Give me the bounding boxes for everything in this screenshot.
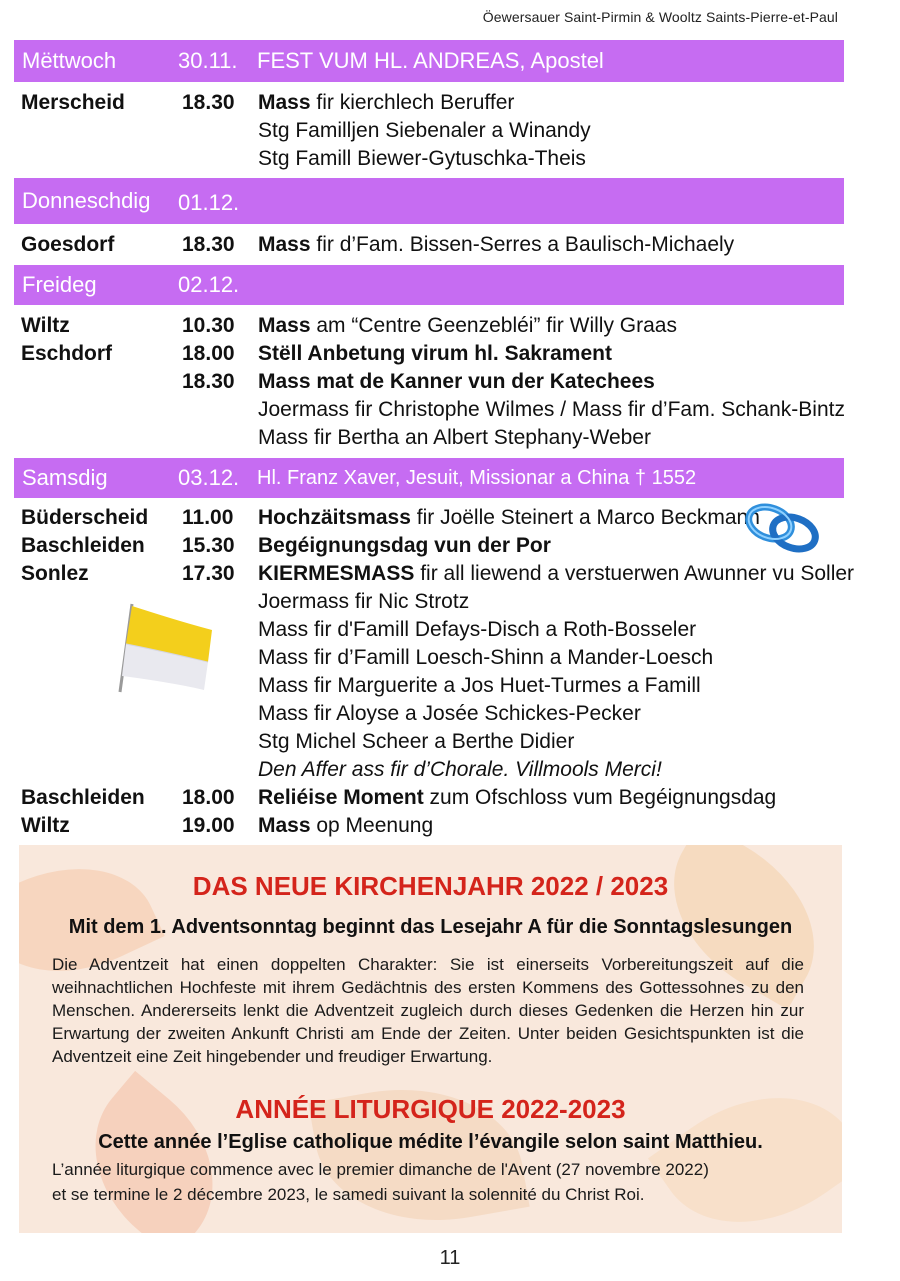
schedule-row xyxy=(0,89,900,117)
notice-body-de: Die Adventzeit hat einen doppelten Charakter: Sie ist einerseits Vorbereitungszeit auf die weihnachtlichen Hochfeste mit ihrem Gedächtnis des ersten Kommens des Gottessohnes zu den Menschen. Andererseits lenkt die Adventzeit zugleich durch dieses Gedenken die Herzen hin zur Erwartung der zweiten Ankunft Christi am Ende der Zeiten. Unter beiden Gesichtspunkten ist die Adventzeit eine Zeit hingebender und freudiger Erwartung. xyxy=(52,955,804,1066)
description-bold: Begéignungsdag vun der Por xyxy=(258,534,551,557)
schedule-row xyxy=(0,700,900,728)
description xyxy=(258,89,514,117)
day-name: Donneschdig xyxy=(22,188,151,213)
place: Wiltz xyxy=(21,314,70,337)
schedule-row xyxy=(0,396,900,424)
description-text: Stg Familljen Siebenaler a Winandy xyxy=(258,119,591,142)
time: 18.30 xyxy=(182,91,235,114)
page-number: 11 xyxy=(439,1247,461,1269)
day-date: 01.12. xyxy=(178,190,240,215)
description-text: Stg Michel Scheer a Berthe Didier xyxy=(258,730,575,753)
description-bold: Hochzäitsmass xyxy=(258,506,411,529)
description-text: fir d’Fam. Bissen-Serres a Baulisch-Michaely xyxy=(310,233,735,256)
description-text: Mass fir d'Famill Defays-Disch a Roth-Bosseler xyxy=(258,618,697,641)
notice-subtitle-de: Mit dem 1. Adventsonntag beginnt das Lesejahr A für die Sonntagslesungen xyxy=(68,916,793,938)
schedule-row xyxy=(0,312,900,340)
place: Merscheid xyxy=(21,91,125,114)
schedule-row xyxy=(0,756,900,784)
parish-header: Öewersauer Saint-Pirmin & Wooltz Saints-Pierre-et-Paul xyxy=(482,9,838,25)
day-feast: FEST VUM HL. ANDREAS, Apostel xyxy=(257,48,604,73)
description-text: zum Ofschloss vum Begéignungsdag xyxy=(423,786,777,809)
place: Baschleiden xyxy=(21,534,145,557)
description-bold: Reliéise Moment xyxy=(258,786,424,809)
time: 11.00 xyxy=(182,506,234,529)
description-text: fir kierchlech Beruffer xyxy=(310,91,515,114)
schedule-row xyxy=(0,231,900,259)
description-text: Mass fir Bertha an Albert Stephany-Weber xyxy=(258,426,651,449)
schedule-row xyxy=(0,728,900,756)
description-text: fir all liewend a verstuerwen Awunner vu Soller xyxy=(414,562,855,585)
notice-subtitle-fr: Cette année l’Eglise catholique médite l’évangile selon saint Matthieu. xyxy=(98,1131,763,1153)
description-italic: Den Affer ass fir d’Chorale. Villmools Merci! xyxy=(258,758,662,781)
description xyxy=(258,812,433,840)
notice-title-de: DAS NEUE KIRCHENJAHR 2022 / 2023 xyxy=(192,871,669,901)
description xyxy=(258,532,551,560)
description-bold: Mass xyxy=(258,91,311,114)
description-bold: Mass xyxy=(258,814,311,837)
day-date: 02.12. xyxy=(178,272,240,297)
papal-flag-icon xyxy=(112,600,222,695)
description-bold: Mass xyxy=(258,314,311,337)
time: 18.00 xyxy=(182,342,235,365)
schedule-row xyxy=(0,117,900,145)
day-band-saturday xyxy=(14,458,844,498)
description-text: am “Centre Geenzebléi” fir Willy Graas xyxy=(310,314,677,337)
description xyxy=(258,756,662,784)
description-text: Stg Famill Biewer-Gytuschka-Theis xyxy=(258,147,586,170)
description xyxy=(258,560,854,588)
time: 10.30 xyxy=(182,314,235,337)
description-bold: KIERMESMASS xyxy=(258,562,415,585)
description-text: Mass fir Marguerite a Jos Huet-Turmes a Famill xyxy=(258,674,701,697)
description-bold: Mass xyxy=(258,233,311,256)
day-name: Samsdig xyxy=(22,465,108,490)
place: Baschleiden xyxy=(21,786,145,809)
description xyxy=(258,231,734,259)
time: 18.00 xyxy=(182,786,235,809)
wedding-rings-icon xyxy=(740,499,824,557)
description-text: fir Joëlle Steinert a Marco Beckmann xyxy=(410,506,760,529)
description xyxy=(258,784,776,812)
time: 19.00 xyxy=(182,814,235,837)
place: Goesdorf xyxy=(21,233,115,256)
day-date: 30.11. xyxy=(178,48,238,73)
schedule-row xyxy=(0,368,900,396)
schedule-row xyxy=(0,812,900,840)
description xyxy=(258,312,677,340)
day-date: 03.12. xyxy=(178,465,240,490)
description-text: Mass fir Aloyse a Josée Schickes-Pecker xyxy=(258,702,641,725)
day-band-thursday xyxy=(14,178,844,224)
notice-body-fr-line1: L’année liturgique commence avec le premier dimanche de l'Avent (27 novembre 2022) xyxy=(52,1160,709,1179)
place: Wiltz xyxy=(21,814,70,837)
description-text: Mass fir d’Famill Loesch-Shinn a Mander-Loesch xyxy=(258,646,714,669)
description-bold: Mass mat de Kanner vun der Katechees xyxy=(258,370,655,393)
day-band-wednesday xyxy=(14,40,844,82)
place: Büderscheid xyxy=(21,506,149,529)
time: 18.30 xyxy=(182,233,235,256)
description-text: op Meenung xyxy=(310,814,434,837)
schedule-row xyxy=(0,145,900,173)
schedule-row xyxy=(0,424,900,452)
notice-title-fr: ANNÉE LITURGIQUE 2022-2023 xyxy=(235,1094,626,1124)
notice-body-fr-line2: et se termine le 2 décembre 2023, le samedi suivant la solennité du Christ Roi. xyxy=(52,1185,645,1204)
description xyxy=(258,368,655,396)
schedule-row xyxy=(0,560,900,588)
schedule-row xyxy=(0,784,900,812)
liturgical-year-notice xyxy=(19,845,842,1233)
day-name: Mëttwoch xyxy=(22,48,117,73)
day-feast: Hl. Franz Xaver, Jesuit, Missionar a China † 1552 xyxy=(257,466,697,489)
description-text: Joermass fir Christophe Wilmes / Mass fir d’Fam. Schank-Bintz xyxy=(258,398,845,421)
place: Sonlez xyxy=(21,562,89,585)
description xyxy=(258,504,760,532)
time: 15.30 xyxy=(182,534,235,557)
schedule-row xyxy=(0,340,900,368)
description xyxy=(258,340,612,368)
day-name: Freideg xyxy=(22,272,97,297)
time: 17.30 xyxy=(182,562,235,585)
description-text: Joermass fir Nic Strotz xyxy=(258,590,470,613)
description-bold: Stëll Anbetung virum hl. Sakrament xyxy=(258,342,612,365)
day-band-friday xyxy=(14,265,844,305)
time: 18.30 xyxy=(182,370,235,393)
place: Eschdorf xyxy=(21,342,113,365)
